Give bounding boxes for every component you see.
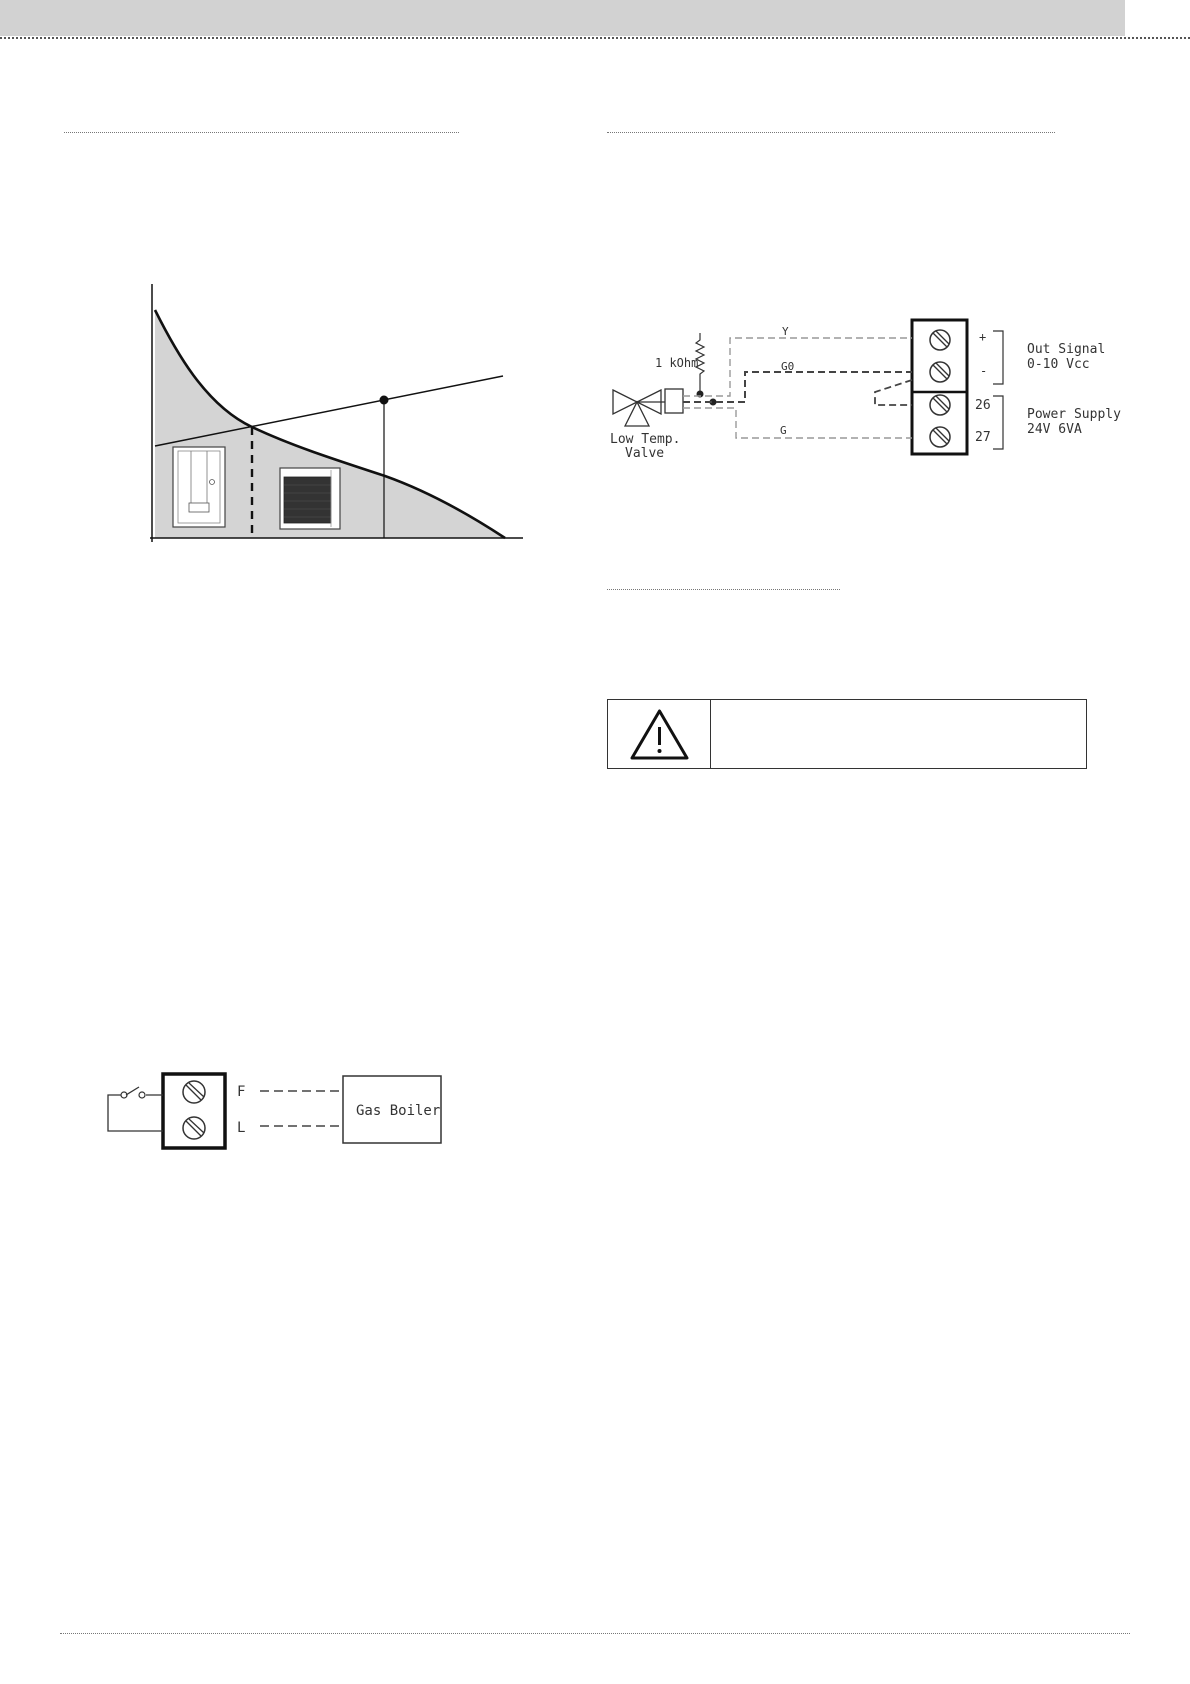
out-signal-label-line1: Out Signal xyxy=(1027,342,1106,357)
wire-y-label: Y xyxy=(782,325,789,338)
footer-divider xyxy=(60,1633,1130,1634)
terminal-plus-label: + xyxy=(979,330,987,344)
terminal-26-label: 26 xyxy=(975,398,991,413)
terminal-l-label: L xyxy=(237,1120,246,1136)
terminal-minus-label: - xyxy=(980,364,988,378)
boiler-terminal-block xyxy=(163,1074,225,1148)
gas-boiler-label: Gas Boiler xyxy=(356,1103,441,1119)
terminal-f-label: F xyxy=(237,1084,246,1100)
power-supply-label-line1: Power Supply xyxy=(1027,407,1121,422)
out-signal-label-line2: 0-10 Vcc xyxy=(1027,357,1090,372)
terminal-27-label: 27 xyxy=(975,430,991,445)
contact-switch-icon xyxy=(108,1087,163,1131)
wire-g0-label: G0 xyxy=(781,360,795,373)
wire-g-label: G xyxy=(780,424,787,437)
valve-label-line2: Valve xyxy=(625,446,665,461)
power-supply-label-line2: 24V 6VA xyxy=(1027,422,1082,437)
resistor-label: 1 kOhm xyxy=(655,356,699,370)
valve-label-line1: Low Temp. xyxy=(610,432,681,447)
